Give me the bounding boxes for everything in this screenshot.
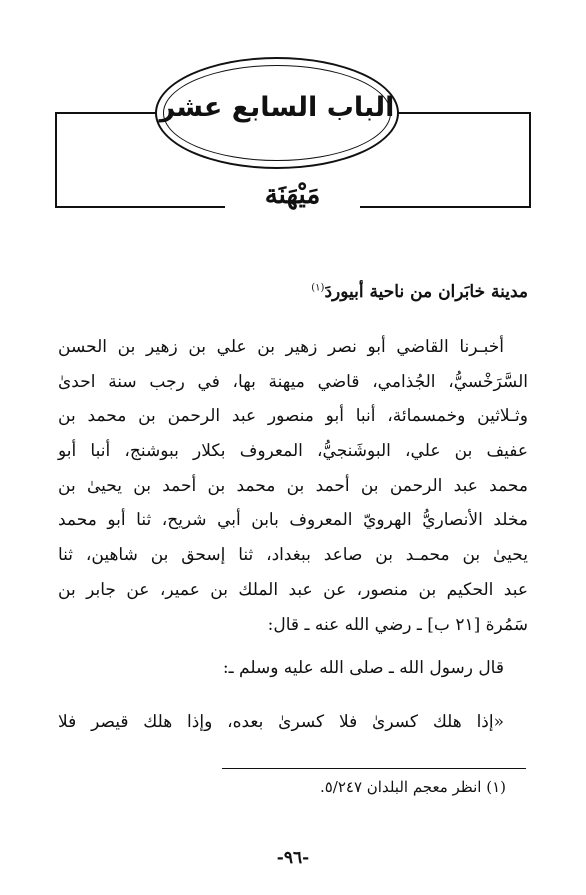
- body-line: أخبـرنا القاضي أبو نصر زهير بن علي بن زهير بن الحسن: [58, 337, 504, 357]
- chapter-subtitle: مَيْهَنَة: [225, 180, 360, 210]
- body-line: سَمُرة [٢١ ب] ـ رضي الله عنه ـ قال:: [267, 614, 528, 635]
- page-number: -٩٦-: [276, 848, 310, 868]
- body-line: عبد الحكيم بن منصور، عن عبد الملك بن عمير، عن جابر بن: [58, 579, 528, 600]
- body-line: عفيف بن علي، البوشَنجيُّ، المعروف بكلار ببوشنج، أنبا أبو: [58, 441, 528, 462]
- footnote-ref: (١): [311, 282, 325, 294]
- body-line: يحيىٰ بن محمـد بن صاعد ببغداد، ثنا إسحق بن شاهين، ثنا: [58, 545, 528, 566]
- body-line: وثـلاثين وخمسمائة، أنبا أبو منصور عبد الرحمن بن محمد بن: [58, 406, 528, 427]
- body-paragraph: [58, 330, 528, 642]
- section-heading: [68, 282, 528, 302]
- body-line: السَّرَخْسيُّ، الجُذامي، قاضي ميهنة بها، في رجب سنة احدىٰ: [58, 371, 528, 392]
- body-line: مخلد الأنصاريُّ الهرويّ المعروف بابن أبي شريح، ثنا أبو محمد: [58, 510, 528, 531]
- section-heading-text: مدينة خابَران من ناحية أبيوردَ: [324, 282, 528, 302]
- body-line: محمد عبد الرحمن بن أحمد بن محمد بن أحمد بن يحيىٰ بن: [58, 475, 528, 496]
- hadith-intro: قال رسول الله ـ صلى الله عليه وسلم ـ:: [222, 658, 504, 678]
- footnote-divider: [222, 768, 526, 769]
- footnote: (١) انظر معجم البلدان ٥/٢٤٧.: [319, 778, 506, 796]
- chapter-title: الباب السابع عشر: [159, 92, 395, 123]
- frame-rule-right: [360, 206, 531, 208]
- hadith-text: «إذا هلك كسرىٰ فلا كسرىٰ بعده، وإذا هلك قيصر فلا: [58, 712, 504, 732]
- frame-rule-left: [55, 206, 225, 208]
